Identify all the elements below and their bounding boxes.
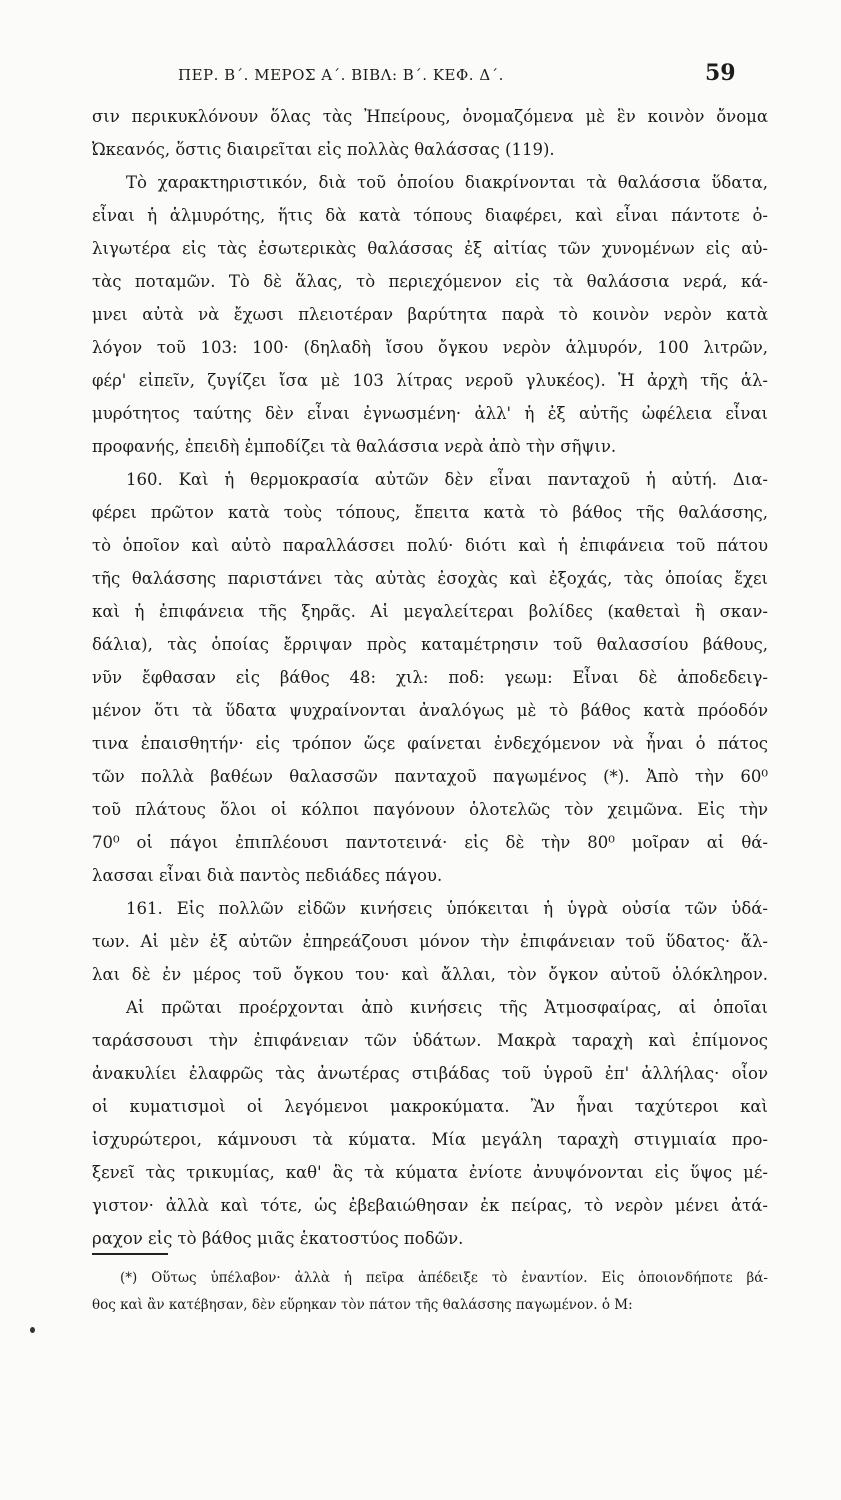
text-line: τῶν πολλὰ βαθέων θαλασσῶν πανταχοῦ παγωμένος (*). Ἀπὸ τὴν 60⁰ <box>92 767 768 786</box>
text-line: ἀνακυλίει ἐλαφρῶς τὰς ἀνωτέρας στιβάδας τοῦ ὑγροῦ ἐπ' ἀλλήλας· οἷον <box>92 1064 768 1083</box>
text-line: τῆς θαλάσσης παριστάνει τὰς αὐτὰς ἐσοχὰς καὶ ἐξοχάς, τὰς ὁποίας ἔχει <box>92 569 768 588</box>
text-line: λαι δὲ ἐν μέρος τοῦ ὄγκου του· καὶ ἄλλαι, τὸν ὄγκον αὐτοῦ ὁλόκληρον. <box>92 965 768 984</box>
text-line: λόγον τοῦ 103: 100· (δηλαδὴ ἴσου ὄγκου νερὸν ἁλμυρόν, 100 λιτρῶν, <box>92 338 768 357</box>
text-line: τινα ἐπαισθητήν· εἰς τρόπον ὥςε φαίνεται ἐνδεχόμενον νὰ ἦναι ὁ πάτος <box>92 734 768 753</box>
running-head: ΠΕΡ. Β΄. ΜΕΡΟΣ Α΄. ΒΙΒΛ: Β΄. ΚΕΦ. Δ΄. <box>178 66 504 84</box>
text-line: μνει αὐτὰ νὰ ἔχωσι πλειοτέραν βαρύτητα παρὰ τὸ κοινὸν νερὸν κατὰ <box>92 305 768 324</box>
text-line: τὸ ὁποῖον καὶ αὐτὸ παραλλάσσει πολύ· διότι καὶ ἡ ἐπιφάνεια τοῦ πάτου <box>92 536 768 555</box>
text-line: των. Αἱ μὲν ἐξ αὐτῶν ἐπηρεάζουσι μόνον τὴν ἐπιφάνειαν τοῦ ὕδατος· ἄλ- <box>92 932 768 951</box>
body-text <box>92 100 768 1255</box>
text-line: εἶναι ἡ ἁλμυρότης, ἥτις δὰ κατὰ τόπους διαφέρει, καὶ εἶναι πάντοτε ὀ- <box>92 206 768 225</box>
ink-spot <box>30 1327 35 1333</box>
footnote-line: (*) Οὕτως ὑπέλαβον· ἀλλὰ ἡ πεῖρα ἀπέδειξε τὸ ἐναντίον. Εἰς ὁποιονδήποτε βά- <box>120 1270 768 1286</box>
text-line: 160. Καὶ ἡ θερμοκρασία αὐτῶν δὲν εἶναι πανταχοῦ ἡ αὐτή. Δια- <box>126 470 768 489</box>
text-line: ἰσχυρώτεροι, κάμνουσι τὰ κύματα. Μία μεγάλη ταραχὴ στιγμιαία προ- <box>92 1130 768 1149</box>
text-line: σιν περικυκλόνουν ὅλας τὰς Ἠπείρους, ὀνομαζόμενα μὲ ἓν κοινὸν ὄνομα <box>92 107 768 126</box>
text-line: Τὸ χαρακτηριστικόν, διὰ τοῦ ὁποίου διακρίνονται τὰ θαλάσσια ὕδατα, <box>126 173 768 192</box>
text-line: τὰς ποταμῶν. Τὸ δὲ ἅλας, τὸ περιεχόμενον εἰς τὰ θαλάσσια νερά, κά- <box>92 272 768 291</box>
text-line: φέρ' εἰπεῖν, ζυγίζει ἴσα μὲ 103 λίτρας νεροῦ γλυκέος). Ἡ ἀρχὴ τῆς ἁλ- <box>92 371 768 390</box>
text-line: δάλια), τὰς ὁποίας ἔρριψαν πρὸς καταμέτρησιν τοῦ θαλασσίου βάθους, <box>92 635 768 654</box>
text-line: μένον ὅτι τὰ ὕδατα ψυχραίνονται ἀναλόγως μὲ τὸ βάθος κατὰ πρόοδόν <box>92 701 768 720</box>
text-line: λιγωτέρα εἰς τὰς ἐσωτερικὰς θαλάσσας ἐξ αἰτίας τῶν χυνομένων εἰς αὐ- <box>92 239 768 258</box>
text-line: 161. Εἰς πολλῶν εἰδῶν κινήσεις ὑπόκειται ἡ ὑγρὰ οὐσία τῶν ὑδά- <box>126 899 768 918</box>
text-line: τοῦ πλάτους ὅλοι οἱ κόλποι παγόνουν ὁλοτελῶς τὸν χειμῶνα. Εἰς τὴν <box>92 800 768 819</box>
text-line: φέρει πρῶτον κατὰ τοὺς τόπους, ἔπειτα κατὰ τὸ βάθος τῆς θαλάσσης, <box>92 503 768 522</box>
text-line: οἱ κυματισμοὶ οἱ λεγόμενοι μακροκύματα. Ἂν ἦναι ταχύτεροι καὶ <box>92 1097 768 1116</box>
text-line: Αἱ πρῶται προέρχονται ἀπὸ κινήσεις τῆς Ἀτμοσφαίρας, αἱ ὁποῖαι <box>126 998 768 1017</box>
text-line: μυρότητος ταύτης δὲν εἶναι ἐγνωσμένη· ἀλλ' ἡ ἐξ αὐτῆς ὠφέλεια εἶναι <box>92 404 768 423</box>
text-line: προφανής, ἐπειδὴ ἐμποδίζει τὰ θαλάσσια νερὰ ἀπὸ τὴν σῆψιν. <box>92 437 617 456</box>
text-line: 70⁰ οἱ πάγοι ἐπιπλέουσι παντοτεινά· εἰς δὲ τὴν 80⁰ μοῖραν αἱ θά- <box>92 833 768 852</box>
page-number: 59 <box>705 60 736 86</box>
footnote-rule <box>92 1253 168 1255</box>
text-line: ξενεῖ τὰς τρικυμίας, καθ' ἃς τὰ κύματα ἐνίοτε ἀνυψόνονται εἰς ὕψος μέ- <box>92 1163 768 1182</box>
text-line: γιστον· ἀλλὰ καὶ τότε, ὡς ἐβεβαιώθησαν ἐκ πείρας, τὸ νερὸν μένει ἀτά- <box>92 1196 768 1215</box>
text-line: νῦν ἔφθασαν εἰς βάθος 48: χιλ: ποδ: γεωμ: Εἶναι δὲ ἀποδεδειγ- <box>92 668 768 687</box>
text-line: Ὠκεανός, ὅστις διαιρεῖται εἰς πολλὰς θαλάσσας (119). <box>92 140 555 159</box>
text-line: καὶ ἡ ἐπιφάνεια τῆς ξηρᾶς. Αἱ μεγαλείτεραι βολίδες (καθεταὶ ἢ σκαν- <box>92 602 768 621</box>
text-line: λασσαι εἶναι διὰ παντὸς πεδιάδες πάγου. <box>92 866 443 885</box>
footnote <box>92 1265 768 1319</box>
footnote-line: θος καὶ ἂν κατέβησαν, δὲν εὕρηκαν τὸν πάτον τῆς θαλάσσης παγωμένον. ὁ Μ: <box>92 1297 633 1313</box>
text-line: ταράσσουσι τὴν ἐπιφάνειαν τῶν ὑδάτων. Μακρὰ ταραχὴ καὶ ἐπίμονος <box>92 1031 768 1050</box>
text-line: ραχον εἰς τὸ βάθος μιᾶς ἑκατοστύος ποδῶν. <box>92 1229 464 1248</box>
